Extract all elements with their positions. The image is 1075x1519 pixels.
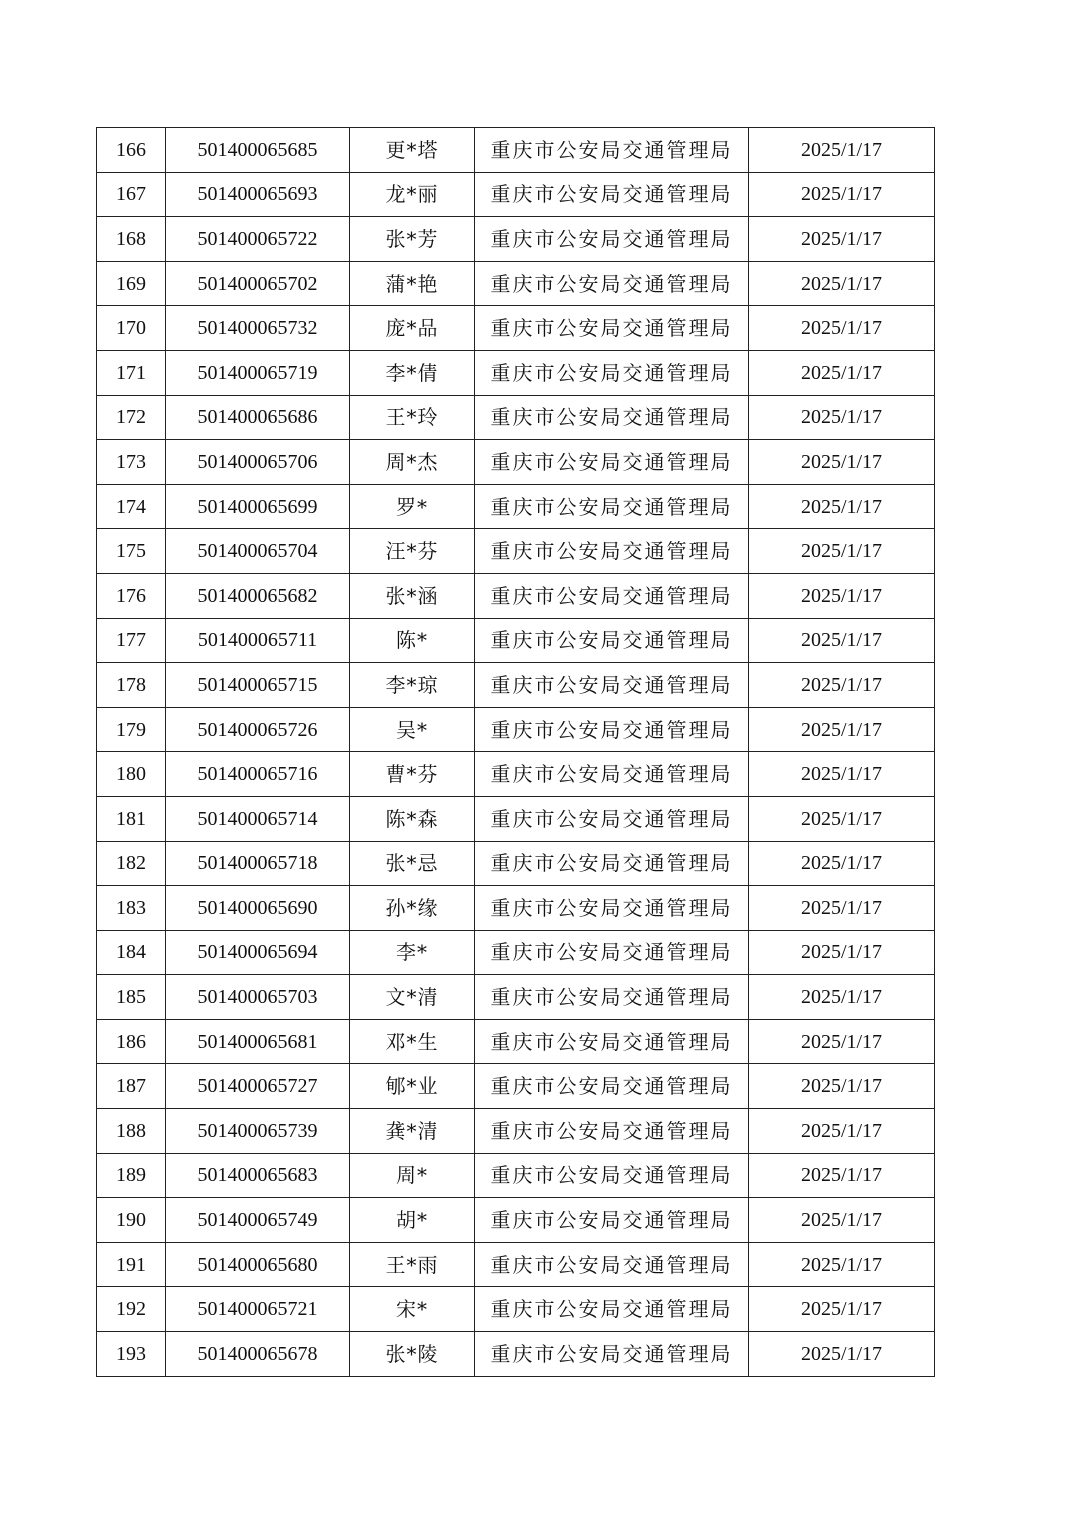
- date-cell: 2025/1/17: [749, 796, 935, 841]
- table-row: [97, 350, 935, 395]
- person-name-cell: 孙*缘: [350, 886, 475, 931]
- authority-cell: 重庆市公安局交通管理局: [475, 975, 749, 1020]
- person-name-cell: 蒲*艳: [350, 261, 475, 306]
- row-index-cell: 170: [97, 306, 166, 351]
- date-cell: 2025/1/17: [749, 975, 935, 1020]
- table-row: [97, 306, 935, 351]
- row-index-cell: 174: [97, 484, 166, 529]
- person-name-cell: 邓*生: [350, 1019, 475, 1064]
- date-cell: 2025/1/17: [749, 1287, 935, 1332]
- person-name-cell: 李*倩: [350, 350, 475, 395]
- person-name-cell: 汪*芬: [350, 529, 475, 574]
- person-name-cell: 张*陵: [350, 1332, 475, 1377]
- authority-cell: 重庆市公安局交通管理局: [475, 1019, 749, 1064]
- authority-cell: 重庆市公安局交通管理局: [475, 1332, 749, 1377]
- authority-cell: 重庆市公安局交通管理局: [475, 618, 749, 663]
- record-number-cell: 501400065690: [166, 886, 350, 931]
- person-name-cell: 曹*芬: [350, 752, 475, 797]
- table-row: [97, 217, 935, 262]
- row-index-cell: 185: [97, 975, 166, 1020]
- authority-cell: 重庆市公安局交通管理局: [475, 1287, 749, 1332]
- authority-cell: 重庆市公安局交通管理局: [475, 217, 749, 262]
- person-name-cell: 周*杰: [350, 440, 475, 485]
- date-cell: 2025/1/17: [749, 1019, 935, 1064]
- record-number-cell: 501400065682: [166, 573, 350, 618]
- row-index-cell: 179: [97, 707, 166, 752]
- person-name-cell: 李*琼: [350, 663, 475, 708]
- authority-cell: 重庆市公安局交通管理局: [475, 1064, 749, 1109]
- table-row: [97, 1287, 935, 1332]
- person-name-cell: 陈*森: [350, 796, 475, 841]
- table-row: [97, 752, 935, 797]
- table-row: [97, 841, 935, 886]
- table-row: [97, 484, 935, 529]
- person-name-cell: 周*: [350, 1153, 475, 1198]
- authority-cell: 重庆市公安局交通管理局: [475, 1242, 749, 1287]
- record-number-cell: 501400065719: [166, 350, 350, 395]
- row-index-cell: 166: [97, 128, 166, 173]
- authority-cell: 重庆市公安局交通管理局: [475, 841, 749, 886]
- row-index-cell: 186: [97, 1019, 166, 1064]
- person-name-cell: 庞*品: [350, 306, 475, 351]
- table-row: [97, 128, 935, 173]
- table-row: [97, 796, 935, 841]
- authority-cell: 重庆市公安局交通管理局: [475, 128, 749, 173]
- row-index-cell: 172: [97, 395, 166, 440]
- record-number-cell: 501400065718: [166, 841, 350, 886]
- table-row: [97, 707, 935, 752]
- table-row: [97, 1153, 935, 1198]
- record-number-cell: 501400065694: [166, 930, 350, 975]
- row-index-cell: 171: [97, 350, 166, 395]
- record-number-cell: 501400065685: [166, 128, 350, 173]
- row-index-cell: 181: [97, 796, 166, 841]
- person-name-cell: 文*清: [350, 975, 475, 1020]
- date-cell: 2025/1/17: [749, 484, 935, 529]
- row-index-cell: 184: [97, 930, 166, 975]
- row-index-cell: 167: [97, 172, 166, 217]
- record-number-cell: 501400065711: [166, 618, 350, 663]
- row-index-cell: 169: [97, 261, 166, 306]
- date-cell: 2025/1/17: [749, 1242, 935, 1287]
- row-index-cell: 192: [97, 1287, 166, 1332]
- record-number-cell: 501400065722: [166, 217, 350, 262]
- table-row: [97, 1064, 935, 1109]
- person-name-cell: 王*玲: [350, 395, 475, 440]
- authority-cell: 重庆市公安局交通管理局: [475, 1198, 749, 1243]
- record-number-cell: 501400065716: [166, 752, 350, 797]
- authority-cell: 重庆市公安局交通管理局: [475, 440, 749, 485]
- person-name-cell: 罗*: [350, 484, 475, 529]
- authority-cell: 重庆市公安局交通管理局: [475, 484, 749, 529]
- person-name-cell: 吴*: [350, 707, 475, 752]
- record-number-cell: 501400065702: [166, 261, 350, 306]
- date-cell: 2025/1/17: [749, 1332, 935, 1377]
- person-name-cell: 李*: [350, 930, 475, 975]
- record-number-cell: 501400065681: [166, 1019, 350, 1064]
- row-index-cell: 177: [97, 618, 166, 663]
- table-row: [97, 886, 935, 931]
- row-index-cell: 178: [97, 663, 166, 708]
- authority-cell: 重庆市公安局交通管理局: [475, 172, 749, 217]
- table-row: [97, 395, 935, 440]
- row-index-cell: 175: [97, 529, 166, 574]
- date-cell: 2025/1/17: [749, 217, 935, 262]
- date-cell: 2025/1/17: [749, 752, 935, 797]
- record-number-cell: 501400065706: [166, 440, 350, 485]
- row-index-cell: 183: [97, 886, 166, 931]
- record-table-body: [97, 128, 935, 1377]
- record-number-cell: 501400065680: [166, 1242, 350, 1287]
- authority-cell: 重庆市公安局交通管理局: [475, 350, 749, 395]
- record-number-cell: 501400065721: [166, 1287, 350, 1332]
- record-number-cell: 501400065678: [166, 1332, 350, 1377]
- person-name-cell: 张*芳: [350, 217, 475, 262]
- date-cell: 2025/1/17: [749, 1153, 935, 1198]
- date-cell: 2025/1/17: [749, 1198, 935, 1243]
- authority-cell: 重庆市公安局交通管理局: [475, 663, 749, 708]
- date-cell: 2025/1/17: [749, 261, 935, 306]
- table-row: [97, 930, 935, 975]
- person-name-cell: 龙*丽: [350, 172, 475, 217]
- record-number-cell: 501400065727: [166, 1064, 350, 1109]
- authority-cell: 重庆市公安局交通管理局: [475, 261, 749, 306]
- record-number-cell: 501400065749: [166, 1198, 350, 1243]
- row-index-cell: 180: [97, 752, 166, 797]
- date-cell: 2025/1/17: [749, 172, 935, 217]
- authority-cell: 重庆市公安局交通管理局: [475, 930, 749, 975]
- date-cell: 2025/1/17: [749, 440, 935, 485]
- authority-cell: 重庆市公安局交通管理局: [475, 1109, 749, 1154]
- table-row: [97, 440, 935, 485]
- row-index-cell: 187: [97, 1064, 166, 1109]
- record-number-cell: 501400065715: [166, 663, 350, 708]
- date-cell: 2025/1/17: [749, 841, 935, 886]
- table-row: [97, 618, 935, 663]
- row-index-cell: 193: [97, 1332, 166, 1377]
- date-cell: 2025/1/17: [749, 306, 935, 351]
- date-cell: 2025/1/17: [749, 395, 935, 440]
- record-number-cell: 501400065726: [166, 707, 350, 752]
- date-cell: 2025/1/17: [749, 573, 935, 618]
- row-index-cell: 191: [97, 1242, 166, 1287]
- record-number-cell: 501400065739: [166, 1109, 350, 1154]
- authority-cell: 重庆市公安局交通管理局: [475, 529, 749, 574]
- record-number-cell: 501400065704: [166, 529, 350, 574]
- row-index-cell: 188: [97, 1109, 166, 1154]
- row-index-cell: 189: [97, 1153, 166, 1198]
- date-cell: 2025/1/17: [749, 128, 935, 173]
- date-cell: 2025/1/17: [749, 618, 935, 663]
- person-name-cell: 龚*清: [350, 1109, 475, 1154]
- record-number-cell: 501400065699: [166, 484, 350, 529]
- date-cell: 2025/1/17: [749, 886, 935, 931]
- date-cell: 2025/1/17: [749, 1109, 935, 1154]
- table-row: [97, 1242, 935, 1287]
- authority-cell: 重庆市公安局交通管理局: [475, 395, 749, 440]
- person-name-cell: 陈*: [350, 618, 475, 663]
- authority-cell: 重庆市公安局交通管理局: [475, 1153, 749, 1198]
- person-name-cell: 宋*: [350, 1287, 475, 1332]
- table-row: [97, 663, 935, 708]
- record-number-cell: 501400065714: [166, 796, 350, 841]
- table-row: [97, 573, 935, 618]
- authority-cell: 重庆市公安局交通管理局: [475, 752, 749, 797]
- table-row: [97, 1109, 935, 1154]
- record-number-cell: 501400065683: [166, 1153, 350, 1198]
- person-name-cell: 王*雨: [350, 1242, 475, 1287]
- date-cell: 2025/1/17: [749, 1064, 935, 1109]
- person-name-cell: 胡*: [350, 1198, 475, 1243]
- authority-cell: 重庆市公安局交通管理局: [475, 573, 749, 618]
- authority-cell: 重庆市公安局交通管理局: [475, 306, 749, 351]
- table-row: [97, 1198, 935, 1243]
- person-name-cell: 张*忌: [350, 841, 475, 886]
- table-row: [97, 1332, 935, 1377]
- table-row: [97, 975, 935, 1020]
- table-row: [97, 261, 935, 306]
- date-cell: 2025/1/17: [749, 350, 935, 395]
- date-cell: 2025/1/17: [749, 930, 935, 975]
- date-cell: 2025/1/17: [749, 663, 935, 708]
- row-index-cell: 182: [97, 841, 166, 886]
- table-row: [97, 1019, 935, 1064]
- date-cell: 2025/1/17: [749, 529, 935, 574]
- row-index-cell: 168: [97, 217, 166, 262]
- record-number-cell: 501400065703: [166, 975, 350, 1020]
- table-row: [97, 172, 935, 217]
- row-index-cell: 173: [97, 440, 166, 485]
- record-number-cell: 501400065693: [166, 172, 350, 217]
- authority-cell: 重庆市公安局交通管理局: [475, 886, 749, 931]
- record-number-cell: 501400065686: [166, 395, 350, 440]
- person-name-cell: 郇*业: [350, 1064, 475, 1109]
- row-index-cell: 190: [97, 1198, 166, 1243]
- authority-cell: 重庆市公安局交通管理局: [475, 707, 749, 752]
- table-row: [97, 529, 935, 574]
- row-index-cell: 176: [97, 573, 166, 618]
- record-table: [96, 127, 935, 1377]
- person-name-cell: 更*塔: [350, 128, 475, 173]
- date-cell: 2025/1/17: [749, 707, 935, 752]
- record-number-cell: 501400065732: [166, 306, 350, 351]
- authority-cell: 重庆市公安局交通管理局: [475, 796, 749, 841]
- person-name-cell: 张*涵: [350, 573, 475, 618]
